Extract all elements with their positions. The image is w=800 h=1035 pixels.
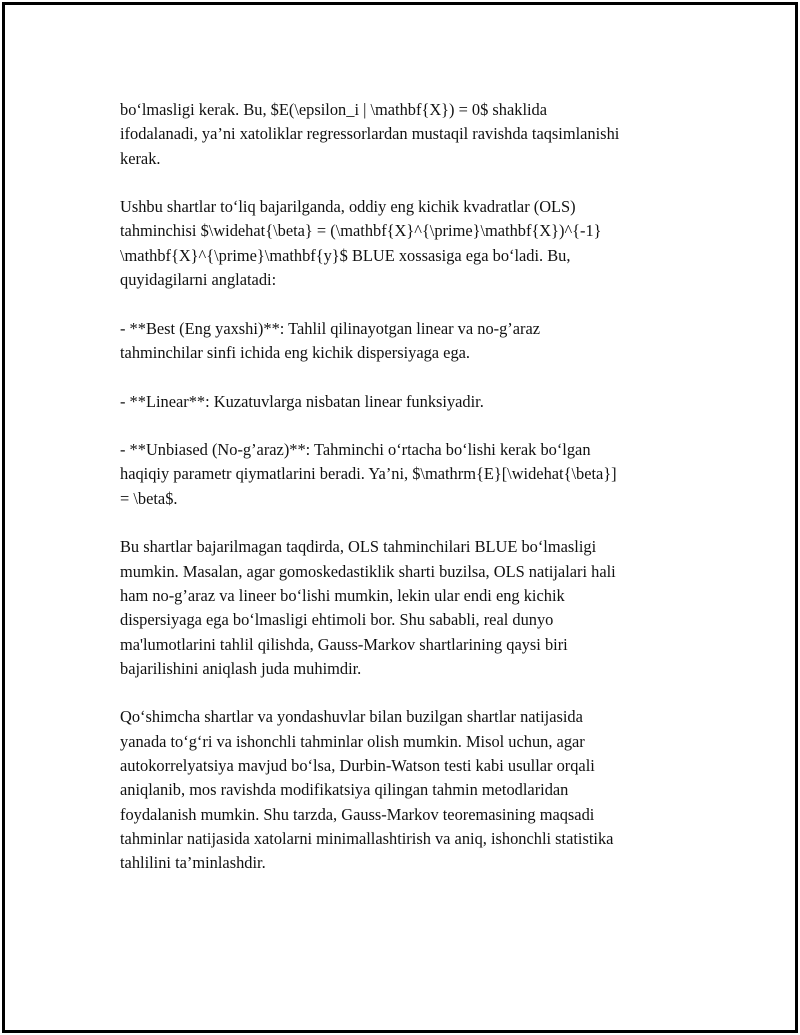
paragraph-5: - **Unbiased (No-g’araz)**: Tahminchi o‘rtacha bo‘lishi kerak bo‘lgan haqiqiy parametr qiymatlarini beradi. Ya’ni, $\mathrm{E}[\widehat{\beta}] = \beta$.: [120, 440, 617, 508]
document-body: [120, 98, 690, 900]
paragraph-2: Ushbu shartlar to‘liq bajarilganda, oddiy eng kichik kvadratlar (OLS) tahminchisi $\widehat{\beta} = (\mathbf{X}^{\prime}\mathbf{X})^{-1} \mathbf{X}^{\prime}\mathbf{y}$ BLUE xossasiga ega bo‘ladi. Bu, quyidagilarni anglatadi:: [120, 197, 602, 290]
paragraph-3: - **Best (Eng yaxshi)**: Tahlil qilinayotgan linear va no-g’araz tahminchilar sinfi ichida eng kichik dispersiyaga ega.: [120, 318, 541, 362]
paragraph-4: - **Linear**: Kuzatuvlarga nisbatan linear funksiyadir.: [120, 391, 484, 411]
paragraph-1: bo‘lmasligi kerak. Bu, $E(\epsilon_i | \mathbf{X}) = 0$ shaklida ifodalanadi, ya’ni xatoliklar regressorlardan mustaqil ravishda taqsimlanishi kerak.: [120, 100, 620, 168]
paragraph-7: Qo‘shimcha shartlar va yondashuvlar bilan buzilgan shartlar natijasida yanada to‘g‘ri va ishonchli tahminlar olish mumkin. Misol uchun, agar autokorrelyatsiya mavjud bo‘lsa, Durbin-Watson testi kabi usullar orqali aniqlanib, mos ravishda modifikatsiya qilingan tahmin metodlaridan foydalanish mumkin. Shu tarzda, Gauss-Markov teoremasining maqsadi tahminlar natijasida xatolarni minimallashtirish va aniq, ishonchli statistika tahlilini ta’minlashdir.: [120, 707, 614, 873]
page-frame: [2, 2, 798, 1033]
paragraph-6: Bu shartlar bajarilmagan taqdirda, OLS tahminchilari BLUE bo‘lmasligi mumkin. Masalan, agar gomoskedastiklik sharti buzilsa, OLS natijalari hali ham no-g’araz va lineer bo‘lishi mumkin, lekin ular endi eng kichik dispersiyaga ega bo‘lmasligi ehtimoli bor. Shu sababli, real dunyo ma'lumotlarini tahlil qilishda, Gauss-Markov shartlarining qaysi biri bajarilishini aniqlash juda muhimdir.: [120, 537, 616, 678]
